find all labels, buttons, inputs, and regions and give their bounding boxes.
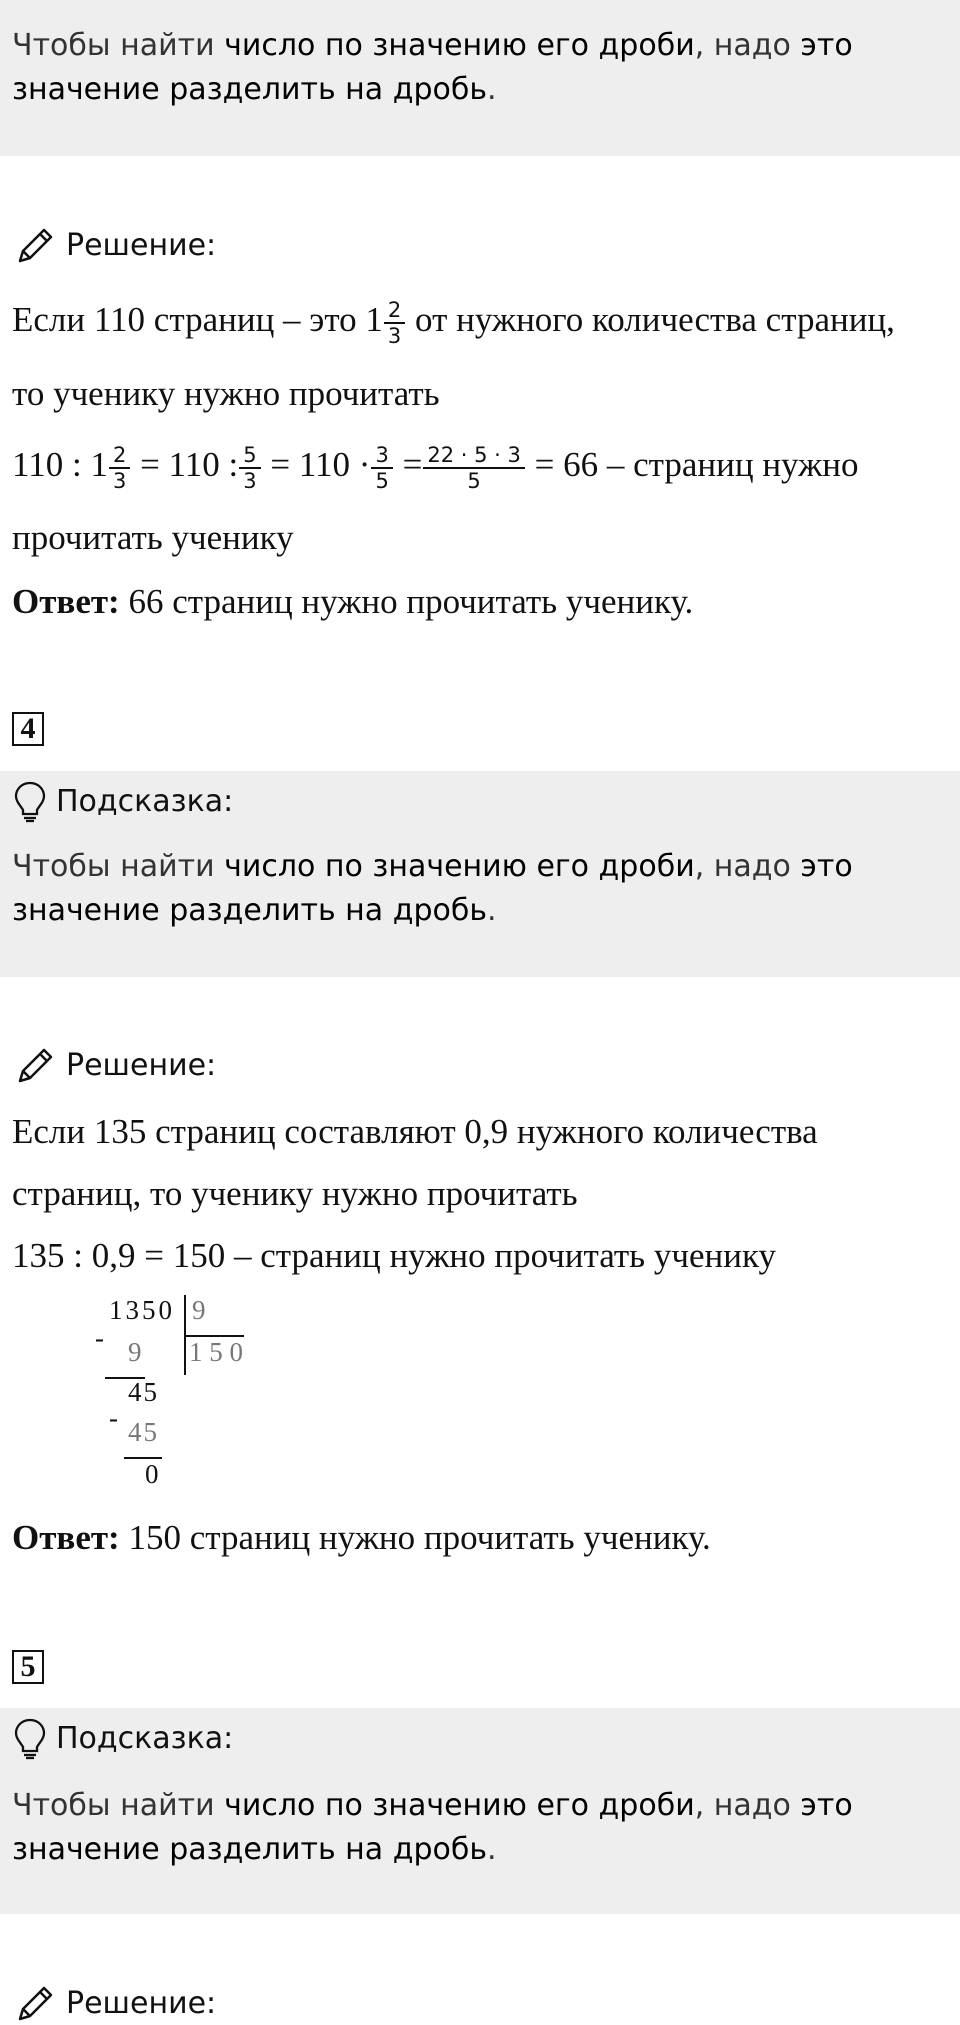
- task4-line2: страниц, то ученику нужно прочитать: [12, 1174, 578, 1213]
- answer-text: 150 страниц нужно прочитать ученику.: [128, 1518, 711, 1557]
- hint-text-part: .: [487, 72, 497, 107]
- quotient: 1 5 0: [189, 1337, 243, 1367]
- long-division: [95, 1295, 275, 1495]
- fraction: [111, 443, 128, 493]
- minus-sign: -: [95, 1323, 104, 1353]
- minus-sign: -: [109, 1403, 118, 1433]
- fraction-num: 5: [243, 443, 257, 467]
- fraction-den: 3: [384, 322, 405, 348]
- solution-title: Решение:: [66, 1047, 217, 1083]
- pencil-icon: [14, 1043, 58, 1087]
- text: Если 110 страниц – это 1: [12, 300, 383, 340]
- hint-box-4: [0, 771, 960, 977]
- solution-title: Решение:: [66, 1985, 217, 2021]
- text: = 66 – страниц нужно: [534, 445, 859, 485]
- fraction-den: 5: [371, 467, 392, 493]
- remainder-2: 0: [145, 1459, 159, 1489]
- fraction: [241, 443, 258, 493]
- lightbulb-icon: [12, 779, 48, 823]
- subtrahend-2: 45: [128, 1417, 159, 1447]
- fraction-num: 2: [112, 443, 127, 467]
- hint-box-5: [0, 1708, 960, 1914]
- hint-text-part: Чтобы найти: [12, 1788, 225, 1823]
- text: = 110 :: [140, 445, 239, 485]
- answer-label: Ответ:: [12, 582, 120, 621]
- hint-title: Подсказка:: [56, 783, 234, 819]
- task-number-4: 4: [12, 712, 44, 746]
- hint-header: [12, 779, 233, 823]
- fraction-num: 22 · 5 · 3: [427, 443, 521, 467]
- task4-line3: 135 : 0,9 = 150 – страниц нужно прочитать ученику: [12, 1236, 777, 1275]
- lightbulb-icon: [12, 1716, 48, 1760]
- hint-title: Подсказка:: [56, 1720, 234, 1756]
- dividend: 1350: [109, 1295, 175, 1325]
- hint-text: [12, 1784, 942, 1872]
- hint-header: [12, 1716, 233, 1760]
- task-number-5: 5: [12, 1650, 44, 1684]
- fraction-num: 3: [375, 443, 389, 467]
- task3-line1: [12, 298, 895, 348]
- task3-calc: [12, 443, 859, 493]
- fraction: [425, 443, 523, 493]
- fraction: [386, 298, 403, 348]
- hint-text-part: Чтобы найти: [12, 28, 225, 63]
- pencil-icon: [14, 223, 58, 267]
- hint-text-part: Чтобы найти: [12, 849, 225, 884]
- solution-title: Решение:: [66, 227, 217, 263]
- solution-header: [14, 1043, 216, 1087]
- hint-text-bold: это значение разделить на дробь: [12, 28, 853, 107]
- hint-text-bold: число по значению его дроби: [224, 849, 695, 884]
- task3-line2: то ученику нужно прочитать: [12, 374, 440, 413]
- text: от нужного количества страниц,: [415, 300, 895, 340]
- hint-text-bold: это значение разделить на дробь: [12, 1788, 853, 1867]
- fraction-den: 3: [109, 467, 130, 493]
- task4-answer: [12, 1516, 711, 1560]
- text: =: [402, 445, 423, 485]
- text: 110 : 1: [12, 445, 108, 485]
- subtrahend-1: 9: [128, 1337, 142, 1367]
- hint-text-part: .: [487, 1832, 497, 1867]
- remainder-1: 45: [128, 1377, 159, 1407]
- hint-text: [12, 24, 942, 112]
- hint-text-bold: это значение разделить на дробь: [12, 849, 853, 928]
- pencil-icon: [14, 1981, 58, 2025]
- hint-text-part: , надо: [694, 28, 801, 63]
- hint-box-top: [0, 0, 960, 156]
- task3-answer: [12, 580, 693, 624]
- task3-line4: прочитать ученику: [12, 518, 294, 557]
- hint-text: [12, 845, 942, 933]
- hint-text-part: , надо: [694, 849, 801, 884]
- solution-header: [14, 223, 216, 267]
- fraction-den: 3: [239, 467, 260, 493]
- divisor: 9: [192, 1295, 206, 1325]
- text: = 110 ·: [270, 445, 371, 485]
- fraction-num: 2: [387, 298, 402, 322]
- answer-text: 66 страниц нужно прочитать ученику.: [128, 582, 694, 621]
- fraction: [373, 443, 390, 493]
- hint-text-part: .: [487, 893, 497, 928]
- answer-label: Ответ:: [12, 1518, 120, 1557]
- fraction-den: 5: [423, 467, 525, 493]
- hint-text-part: , надо: [694, 1788, 801, 1823]
- task4-line1: Если 135 страниц составляют 0,9 нужного количества: [12, 1112, 818, 1151]
- solution-header: [14, 1981, 216, 2025]
- hint-text-bold: число по значению его дроби: [224, 1788, 695, 1823]
- hint-text-bold: число по значению его дроби: [224, 28, 695, 63]
